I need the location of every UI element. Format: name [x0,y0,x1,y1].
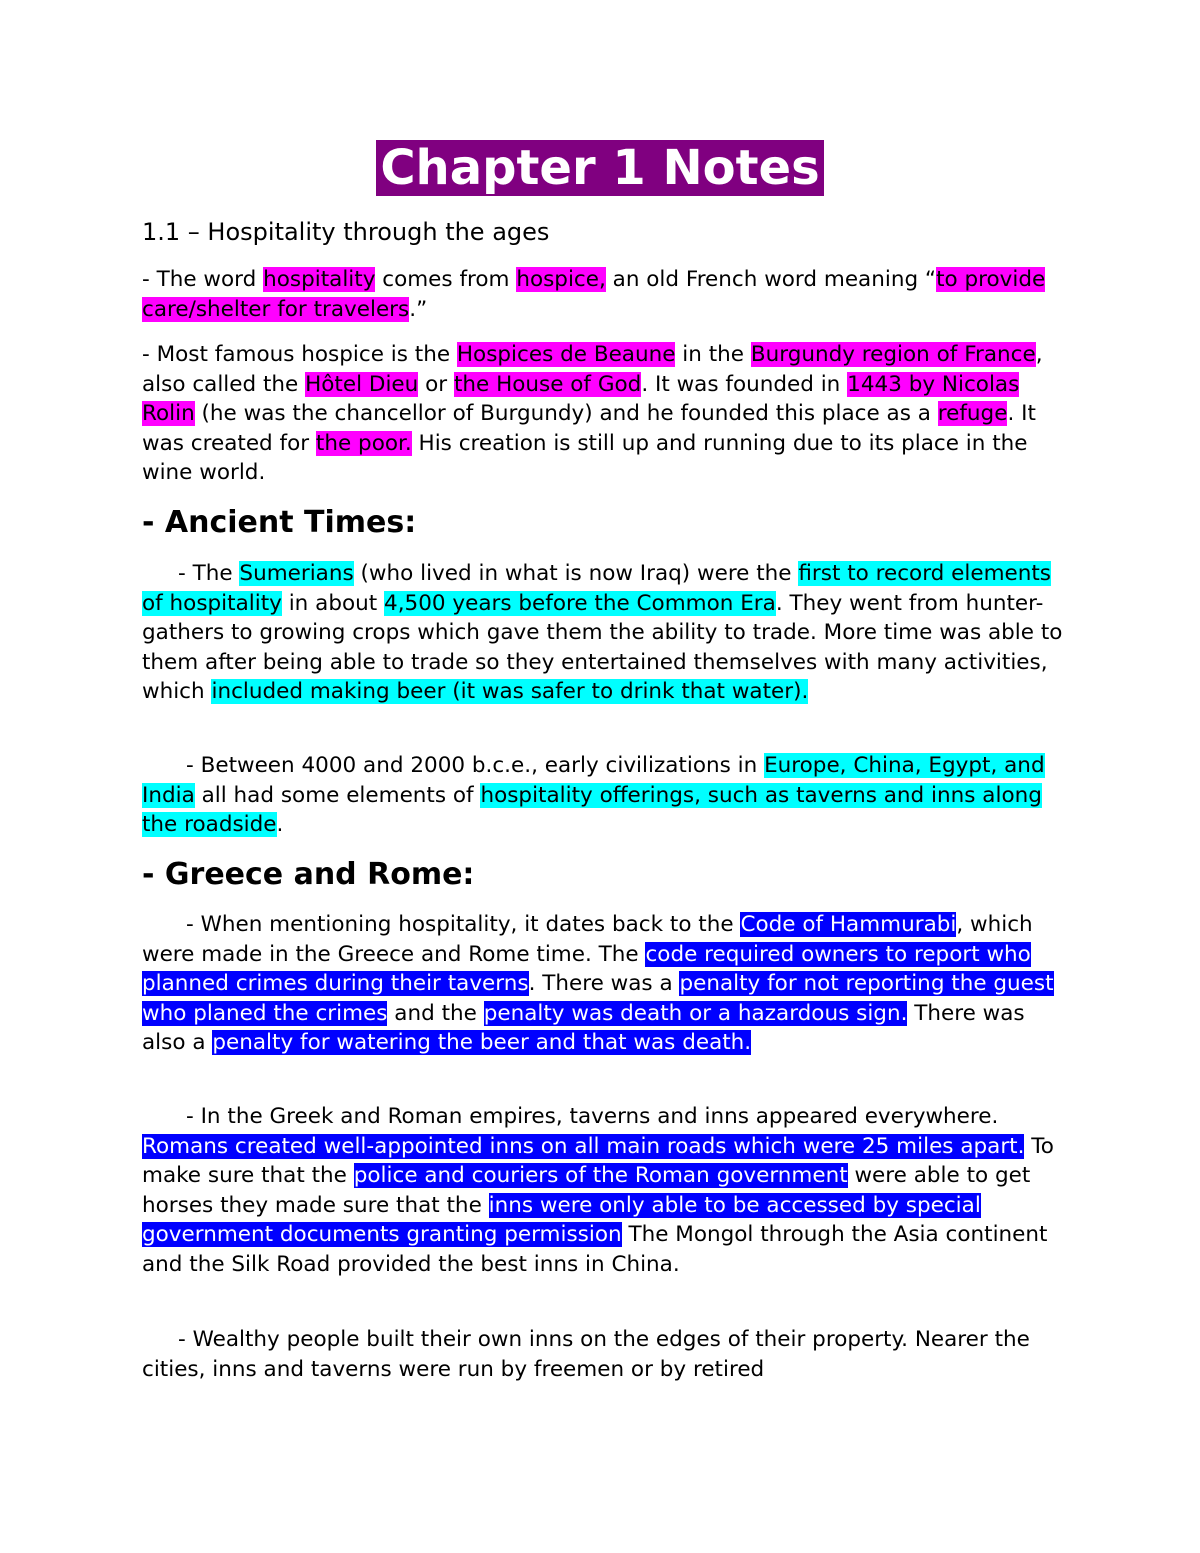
highlight-magenta: Burgundy region of France [750,342,1036,367]
text-run: and the [387,1000,484,1026]
highlight-magenta: hospice, [516,267,606,292]
text-run: .” [409,296,428,322]
paragraph-sumerians [142,559,1072,707]
text-run: . There was a [528,971,680,996]
text-run: (who lived in what is now Iraq) were the [353,561,799,586]
text-run: in about [281,590,385,616]
text-run: - Wealthy people built their own inns on the edges of their property. Nearer the cities, inns and taverns were run by freemen or by retired [142,1327,1030,1382]
text-run: There was also a [142,1000,1025,1055]
text-run: an old French word meaning “ [605,267,937,292]
text-run: were able to get horses they made sure that the [142,1163,1031,1218]
text-run: all had some elements of [194,782,481,808]
text-run: , also called the [142,342,1043,397]
highlight-cyan: hospitality offerings, such as taverns and inns along the roadside [142,782,1042,837]
text-run: - The [178,561,240,586]
highlight-blue: penalty was death or a hazardous sign. [483,1000,908,1026]
text-run: To make sure that the [142,1133,1054,1188]
highlight-magenta: Hôtel Dieu [305,371,419,397]
page-title: Chapter 1 Notes [376,140,823,196]
text-run: His creation is still up and running due to its place in the wine world. [142,430,1028,485]
highlight-cyan: 4,500 years before the Common Era [384,590,776,616]
text-run: . It was created for [142,401,1036,456]
title-block [0,140,1200,196]
highlight-magenta: Hospices de Beaune [456,342,676,367]
highlight-cyan: Sumerians [239,561,354,586]
highlight-blue: Code of Hammurabi [740,912,957,937]
text-run: - When mentioning hospitality, it dates back to the [186,912,741,937]
text-run: - Between 4000 and 2000 b.c.e., early civilizations in [186,753,765,778]
highlight-magenta: refuge [937,401,1008,426]
text-run: - Most famous hospice is the [142,342,457,367]
paragraph-code-of-hammurabi [142,910,1072,1058]
paragraph-hospices-de-beaune [142,340,1072,488]
paragraph-early-civilizations [142,751,1072,840]
text-run: in the [675,342,751,367]
text-run: (he was the chancellor of Burgundy) and he founded this place as a [194,401,938,426]
text-run: . [276,812,284,837]
heading-greece-and-rome: - Greece and Rome: [142,857,475,892]
highlight-magenta: the poor. [315,430,412,456]
highlight-blue: inns were only able to be accessed by special government documents granting permission [142,1192,981,1247]
highlight-magenta: hospitality [263,267,376,292]
text-run: . It was founded in [641,371,848,397]
paragraph-hospitality-origin [142,265,1072,324]
highlight-blue: code required owners to report who planned crimes during their taverns [142,941,1031,996]
paragraph-wealthy-inns [142,1325,1072,1384]
text-run: comes from [375,267,517,292]
heading-ancient-times: - Ancient Times: [142,505,417,540]
highlight-magenta: to provide care/shelter for travelers [142,267,1046,322]
text-run: The Mongol through the Asia continent and the Silk Road provided the best inns in China. [142,1222,1048,1277]
highlight-blue: police and couriers of the Roman government [353,1163,848,1188]
section-subtitle: 1.1 – Hospitality through the ages [142,218,550,246]
text-run: . They went from hunter-gathers to growing crops which gave them the ability to trade. More time was able to them after being able to trade so they entertained themselves with many activities, which [142,590,1063,704]
highlight-cyan: Europe, China, Egypt, and India [142,753,1045,808]
highlight-blue: penalty for watering the beer and that was death. [212,1030,752,1055]
text-run: - The word [142,267,264,292]
text-run: , which were made in the Greece and Rome time. The [142,912,1033,967]
highlight-cyan: included making beer (it was safer to drink that water). [211,679,809,704]
text-run: - In the Greek and Roman empires, taverns and inns appeared everywhere. [186,1104,999,1129]
paragraph-roman-inns [142,1102,1072,1279]
highlight-blue: penalty for not reporting the guest who planed the crimes [142,971,1054,1026]
highlight-magenta: the House of God [453,371,642,397]
highlight-blue: Romans created well-appointed inns on all main roads which were 25 miles apart. [142,1133,1025,1159]
text-run: or [418,371,454,397]
highlight-magenta: 1443 by Nicolas Rolin [142,371,1020,426]
highlight-cyan: first to record elements of hospitality [142,561,1052,616]
